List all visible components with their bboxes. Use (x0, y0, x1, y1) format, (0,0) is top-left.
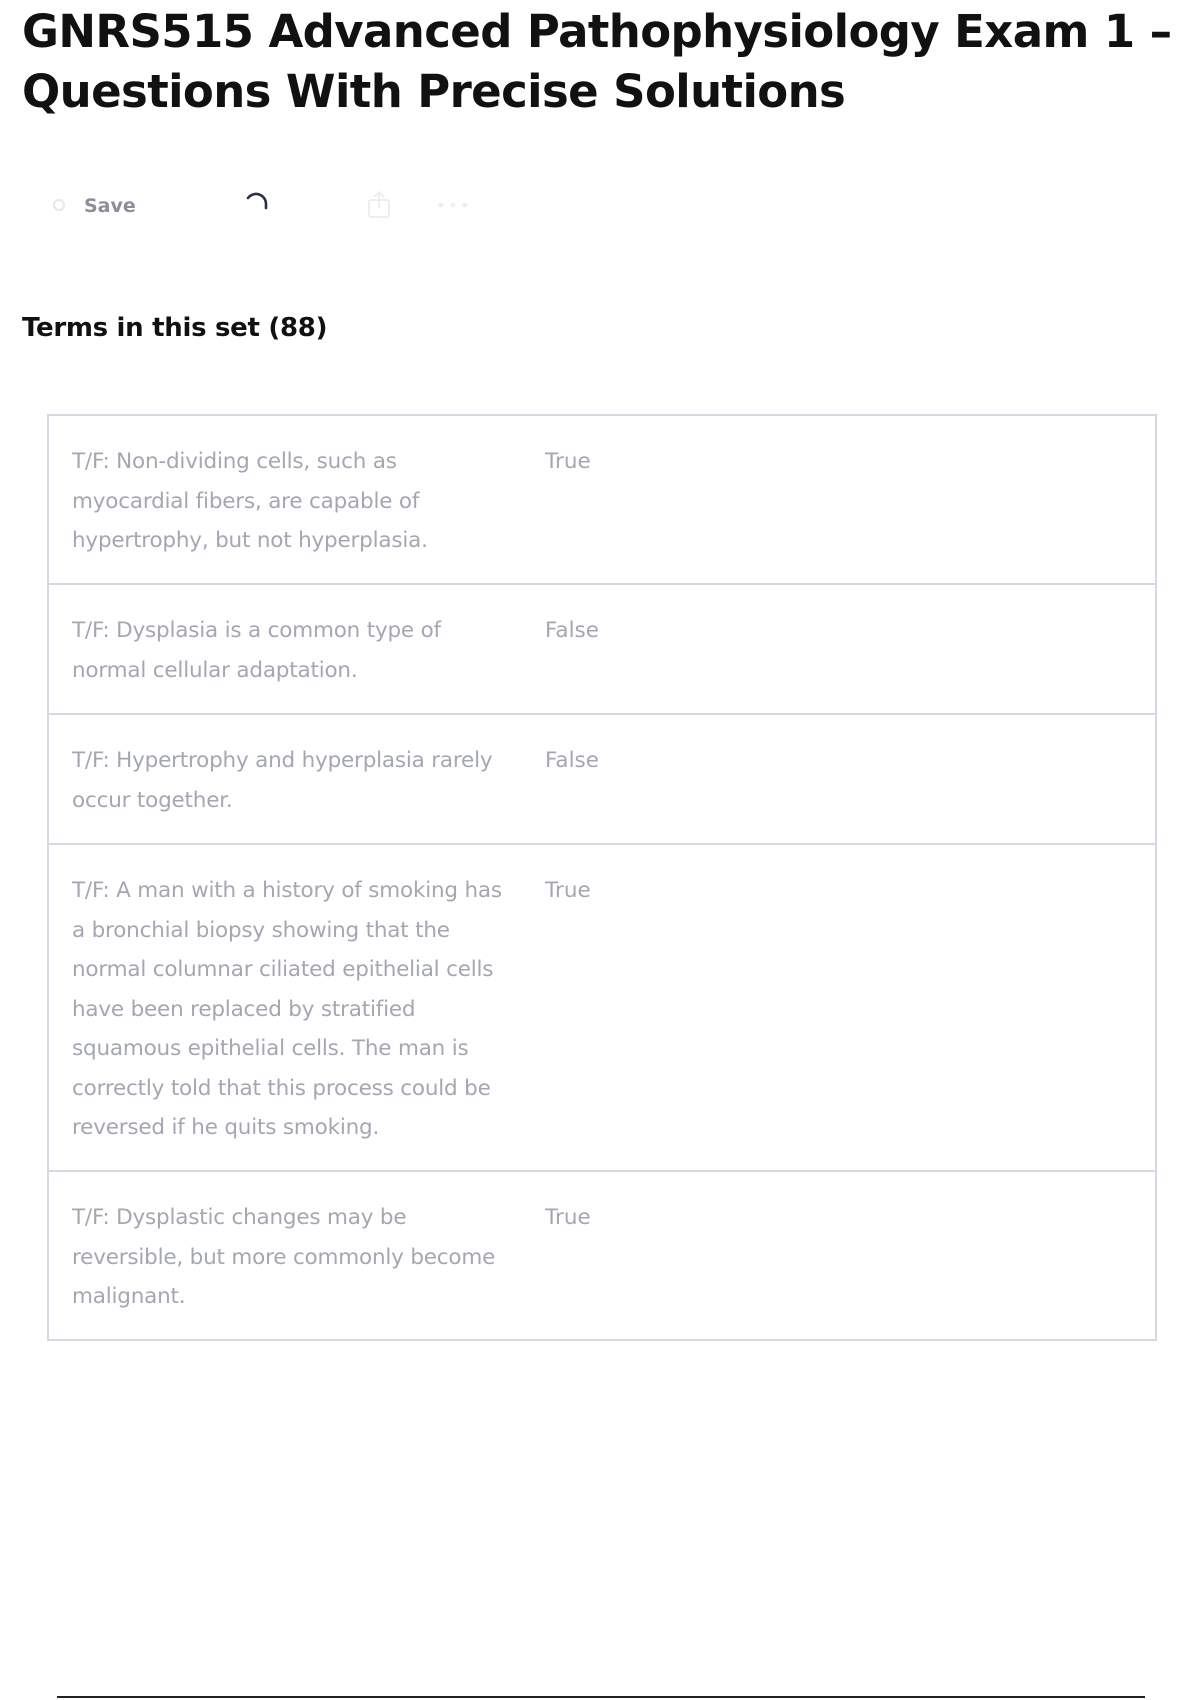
definition-text: True (545, 449, 591, 474)
definition-text: True (545, 878, 591, 903)
set-toolbar (50, 188, 490, 224)
term-card[interactable] (47, 583, 1157, 715)
loading-spinner-icon (242, 190, 270, 223)
terms-list (47, 414, 1157, 1341)
definition-text: True (545, 1205, 591, 1230)
term-card[interactable] (47, 414, 1157, 585)
share-button[interactable] (366, 188, 392, 224)
term-text: T/F: Non-dividing cells, such as myocardial fibers, are capable of hypertrophy, but not hyperplasia. (72, 449, 428, 553)
page-divider (57, 1696, 1145, 1698)
term-text: T/F: Dysplastic changes may be reversible, but more commonly become malignant. (72, 1205, 496, 1309)
save-button-label: Save (84, 195, 136, 217)
term-card[interactable] (47, 843, 1157, 1172)
definition-text: False (545, 618, 599, 643)
loading-indicator (242, 188, 270, 224)
save-button[interactable] (50, 188, 136, 224)
term-card[interactable] (47, 1170, 1157, 1341)
share-icon (366, 189, 392, 224)
more-options-icon (436, 197, 470, 215)
term-card[interactable] (47, 713, 1157, 845)
page-title: GNRS515 Advanced Pathophysiology Exam 1 – Questions With Precise Solutions (22, 5, 1172, 118)
term-text: T/F: Hypertrophy and hyperplasia rarely occur together. (72, 748, 493, 813)
save-icon (50, 196, 70, 216)
more-options-button[interactable] (436, 188, 470, 224)
terms-count-heading: Terms in this set (88) (22, 313, 328, 343)
term-text: T/F: A man with a history of smoking has a bronchial biopsy showing that the normal columnar ciliated epithelial cells have been replaced by stratified squamous epithelial cells. The man is correctly told that this process could be reversed if he quits smoking. (72, 878, 502, 1140)
definition-text: False (545, 748, 599, 773)
term-text: T/F: Dysplasia is a common type of normal cellular adaptation. (72, 618, 441, 683)
